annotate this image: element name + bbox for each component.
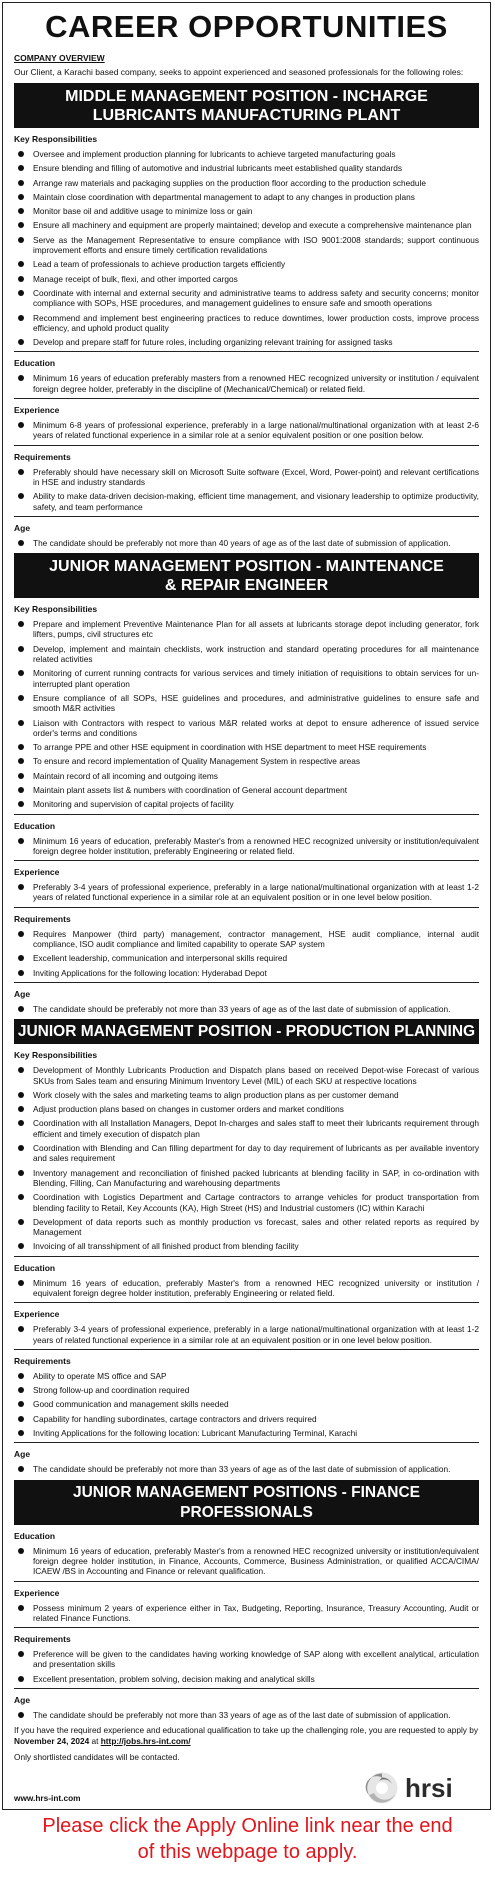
- position-section: [14, 1019, 479, 1474]
- responsibilities-item: Coordinate with internal and external security and administrative teams to address safety and security concerns; monitor compliance with SOPs, HSE procedures, and management guidelines to ensure safe and smooth operations: [14, 288, 479, 309]
- company-overview-label: COMPANY OVERVIEW: [14, 53, 105, 63]
- responsibilities-item: Adjust production plans based on changes in customer orders and market conditions: [14, 1104, 479, 1114]
- education-item-list: [14, 836, 479, 857]
- requirements-item: Excellent leadership, communication and interpersonal skills required: [14, 953, 479, 963]
- position-title-line: JUNIOR MANAGEMENT POSITION - MAINTENANCE: [49, 558, 444, 576]
- responsibilities-item: Development of Monthly Lubricants Production and Dispatch plans based on received Depot-wise Forecast of various SKUs from Sales team and ensuring Minimum Inventory Level (MIL) of each SKU at respective locations: [14, 1065, 479, 1086]
- age-item: The candidate should be preferably not more than 33 years of age as of the last date of submission of application.: [14, 1004, 479, 1014]
- responsibilities-heading: Key Responsibilities: [14, 1050, 98, 1061]
- responsibilities-item: To arrange PPE and other HSE equipment in coordination with HSE department to meet HSE requirements: [14, 742, 479, 752]
- responsibilities-item: Ensure compliance of all SOPs, HSE guidelines and procedures, and administrative guidelines to ensure safe and smooth M&R activities: [14, 693, 479, 714]
- responsibilities-item: Coordination with all Installation Managers, Depot In-charges and sales staff to meet their lubricants requirement through efficient and timely execution of dispatch plan: [14, 1118, 479, 1139]
- requirements-item-list: [14, 1371, 479, 1438]
- divider: [14, 1581, 479, 1582]
- age-heading: Age: [14, 1695, 31, 1706]
- logo-wordmark: hrsi: [405, 1772, 453, 1803]
- age-heading: Age: [14, 1449, 31, 1460]
- apply-online-note: [0, 1813, 495, 1865]
- divider: [14, 982, 479, 983]
- responsibilities-item: Invoicing of all transshipment of all finished product from blending facility: [14, 1241, 479, 1251]
- requirements-item: Inviting Applications for the following location: Hyderabad Depot: [14, 968, 479, 978]
- age-list: [14, 1004, 479, 1014]
- divider: [14, 1302, 479, 1303]
- responsibilities-item: Monitoring and supervision of capital projects of facility: [14, 799, 479, 809]
- position-title-line: LUBRICANTS MANUFACTURING PLANT: [92, 107, 401, 124]
- apply-note-line: Please click the Apply Online link near the end: [42, 1815, 453, 1837]
- experience-heading: Experience: [14, 867, 60, 878]
- divider: [14, 398, 479, 399]
- education-item-list: [14, 1278, 479, 1299]
- requirements-item-list: [14, 467, 479, 512]
- footer: [14, 1767, 479, 1805]
- responsibilities-item: Work closely with the sales and marketing teams to align production plans as per customer demand: [14, 1090, 479, 1100]
- age-list: [14, 1464, 479, 1474]
- divider: [14, 1688, 479, 1689]
- requirements-item: Preference will be given to the candidates having working knowledge of SAP along with excellent analytical, articulation and presentation skills: [14, 1649, 479, 1670]
- apply-instructions: If you have the required experience and educational qualification to take up the challenging role, you are requested to apply by November 24, 2024 at http://jobs.hrs-int.com/: [14, 1725, 479, 1746]
- age-list: [14, 1710, 479, 1720]
- requirements-item: Requires Manpower (third party) management, contractor management, HSE audit compliance, internal audit compliance, ISO audit compliance and limited capability to operate SAP system: [14, 929, 479, 950]
- education-item: Minimum 16 years of education, preferably Master's from a renowned HEC recognized university or institution / equivalent foreign degree holder institution, preferably Engineering or related field.: [14, 1278, 479, 1299]
- experience-heading: Experience: [14, 405, 60, 416]
- requirements-heading: Requirements: [14, 1355, 71, 1366]
- position-title-line: MIDDLE MANAGEMENT POSITION - INCHARGE: [65, 88, 428, 105]
- responsibilities-heading: Key Responsibilities: [14, 604, 98, 615]
- experience-item: Preferably 3-4 years of professional experience, preferably in a large national/multinational organization with at least 1-2 years of related functional experience in a similar role at an equivalent position or in one level below position.: [14, 1324, 479, 1345]
- experience-item-list: [14, 1324, 479, 1345]
- responsibilities-item-list: [14, 149, 479, 347]
- responsibilities-item: Maintain record of all incoming and outgoing items: [14, 771, 479, 781]
- age-item: The candidate should be preferably not more than 33 years of age as of the last date of submission of application.: [14, 1464, 479, 1474]
- requirements-item: Strong follow-up and coordination required: [14, 1385, 479, 1395]
- responsibilities-item-list: [14, 619, 479, 809]
- responsibilities-item: Lead a team of professionals to achieve production targets efficiently: [14, 259, 479, 269]
- position-section: [14, 1480, 479, 1721]
- divider: [14, 1349, 479, 1350]
- responsibilities-item: Coordination with Logistics Department and Cartage contractors to arrange vehicles for product transportation from blending facility to Retail, Key Accounts (KA), High Street (HS) and Industrial customers (IC) within Karachi: [14, 1192, 479, 1213]
- position-title: [14, 83, 479, 128]
- position-title: [14, 553, 479, 598]
- responsibilities-item: Develop and prepare staff for future roles, including organizing relevant training for assigned tasks: [14, 337, 479, 347]
- hrsi-swirl-icon: [366, 1772, 398, 1803]
- age-heading: Age: [14, 522, 31, 533]
- responsibilities-item: Monitor base oil and additive usage to minimize loss or gain: [14, 206, 479, 216]
- positions-list: [14, 83, 479, 1720]
- responsibilities-item: Coordination with Blending and Can filling department for day to day requirement of lubricants as per available inventory and sales requirement: [14, 1143, 479, 1164]
- experience-item-list: [14, 420, 479, 441]
- age-list: [14, 538, 479, 548]
- requirements-heading: Requirements: [14, 1634, 71, 1645]
- requirements-item: Ability to make data-driven decision-making, efficient time management, and visionary leadership to optimize productivity, safety, and team performance: [14, 491, 479, 512]
- divider: [14, 445, 479, 446]
- requirements-item: Preferably should have necessary skill on Microsoft Suite software (Excel, Word, Power-point) and relevant certifications in HSE and industry standards: [14, 467, 479, 488]
- responsibilities-item: Oversee and implement production planning for lubricants to achieve targeted manufacturing goals: [14, 149, 479, 159]
- responsibilities-item: Develop, implement and maintain checklists, work instruction and standard operating procedures for all maintenance related activities: [14, 644, 479, 665]
- responsibilities-item: Monitoring of current running contracts for various services and timely initiation of requisitions to obtain services for un-interrupted plant operation: [14, 668, 479, 689]
- shortlist-note: Only shortlisted candidates will be contacted.: [14, 1752, 180, 1763]
- requirements-item: Ability to operate MS office and SAP: [14, 1371, 479, 1381]
- divider: [14, 1256, 479, 1257]
- experience-item: Possess minimum 2 years of experience either in Tax, Budgeting, Reporting, Insurance, Treasury Accounting, Audit or related Finance Functions.: [14, 1603, 479, 1624]
- responsibilities-item: Development of data reports such as monthly production vs forecast, sales and other related reports as required by Management: [14, 1217, 479, 1238]
- education-item: Minimum 16 years of education, preferably Master's from a renowned HEC recognized university or institution/equivalent foreign degree holder institution, preferably Engineering or related field.: [14, 836, 479, 857]
- responsibilities-item: Liaison with Contractors with respect to various M&R related works at depot to ensure adherence of issued service order's terms and conditions: [14, 718, 479, 739]
- requirements-heading: Requirements: [14, 451, 71, 462]
- position-section: [14, 83, 479, 548]
- responsibilities-item: Ensure all machinery and equipment are properly maintained; develop and execute a comprehensive maintenance plan: [14, 220, 479, 230]
- requirements-item-list: [14, 1649, 479, 1684]
- requirements-item: Good communication and management skills needed: [14, 1399, 479, 1409]
- experience-heading: Experience: [14, 1309, 60, 1320]
- responsibilities-item: Manage receipt of bulk, flexi, and other imported cargos: [14, 274, 479, 284]
- responsibilities-item-list: [14, 1065, 479, 1251]
- responsibilities-heading: Key Responsibilities: [14, 134, 98, 144]
- responsibilities-item: Arrange raw materials and packaging supplies on the production floor according to the production schedule: [14, 178, 479, 188]
- apply-note-line: of this webpage to apply.: [137, 1841, 358, 1863]
- page-title: CAREER OPPORTUNITIES: [45, 9, 448, 44]
- education-item-list: [14, 373, 479, 394]
- experience-item: Minimum 6-8 years of professional experience, preferably in a large national/multinational organization with at least 2-6 years of related functional experience in a similar role at a senior equivalent position or one position below.: [14, 420, 479, 441]
- company-intro: Our Client, a Karachi based company, seeks to appoint experienced and seasoned professionals for the following roles:: [14, 67, 464, 77]
- experience-item-list: [14, 882, 479, 903]
- divider: [14, 1442, 479, 1443]
- experience-item-list: [14, 1603, 479, 1624]
- divider: [14, 860, 479, 861]
- education-item: Minimum 16 years of education preferably masters from a renowned HEC recognized university or institution / equivalent foreign degree holder, preferably in the discipline of (Mechanical/Chemical) or related field.: [14, 373, 479, 394]
- position-title-line: JUNIOR MANAGEMENT POSITION - PRODUCTION PLANNING: [17, 1023, 476, 1041]
- divider: [14, 351, 479, 352]
- education-item: Minimum 16 years of education, preferably Master's from a renowned HEC recognized university or institution/equivalent foreign degree holder institution, in Finance, Accounts, Commerce, Business Administration, or qualified ACCA/CIMA/ ICAEW /BS in Accounting and Finance or relevant qualification.: [14, 1546, 479, 1577]
- requirements-item: Inviting Applications for the following location: Lubricant Manufacturing Terminal, Karachi: [14, 1428, 479, 1438]
- education-heading: Education: [14, 1530, 56, 1541]
- divider: [14, 814, 479, 815]
- requirements-item-list: [14, 929, 479, 978]
- education-heading: Education: [14, 1262, 56, 1273]
- position-title-line: JUNIOR MANAGEMENT POSITIONS - FINANCE PROFESSIONALS: [72, 1483, 421, 1521]
- responsibilities-item: Serve as the Management Representative to ensure compliance with ISO 9001:2008 standards; support continuous improvement efforts and ensure timely certification revalidations: [14, 235, 479, 256]
- hrsi-logo: [365, 1771, 477, 1805]
- responsibilities-item: Ensure blending and filling of automotive and industrial lubricants meet established quality standards: [14, 163, 479, 173]
- job-advertisement: [2, 2, 491, 1810]
- apply-link[interactable]: http://jobs.hrs-int.com/: [100, 1735, 191, 1746]
- position-title: [14, 1480, 479, 1525]
- age-heading: Age: [14, 988, 31, 999]
- position-section: [14, 553, 479, 1014]
- divider: [14, 516, 479, 517]
- divider: [14, 907, 479, 908]
- requirements-heading: Requirements: [14, 913, 71, 924]
- responsibilities-item: To ensure and record implementation of Quality Management System in respective areas: [14, 756, 479, 766]
- requirements-item: Excellent presentation, problem solving, decision making and analytical skills: [14, 1674, 479, 1684]
- responsibilities-item: Maintain close coordination with departmental management to adapt to any changes in production plans: [14, 192, 479, 202]
- age-item: The candidate should be preferably not more than 40 years of age as of the last date of submission of application.: [14, 538, 479, 548]
- responsibilities-item: Maintain plant assets list & numbers with coordination of General account department: [14, 785, 479, 795]
- education-heading: Education: [14, 820, 56, 831]
- age-item: The candidate should be preferably not more than 33 years of age as of the last date of submission of application.: [14, 1710, 479, 1720]
- responsibilities-item: Inventory management and reconciliation of finished packed lubricants at blending facility in SAP, in co-ordination with Blending, Filling, Can Manufacturing and warehousing departments: [14, 1168, 479, 1189]
- education-heading: Education: [14, 358, 56, 369]
- experience-heading: Experience: [14, 1587, 60, 1598]
- website: www.hrs-int.com: [14, 1792, 81, 1803]
- position-title: [14, 1019, 479, 1044]
- education-item-list: [14, 1546, 479, 1577]
- position-title-line: & REPAIR ENGINEER: [164, 577, 329, 595]
- deadline: November 24, 2024: [14, 1735, 90, 1746]
- divider: [14, 1627, 479, 1628]
- responsibilities-item: Recommend and implement best engineering practices to reduce downtimes, lower production costs, improve process efficiency, and uphold product quality: [14, 313, 479, 334]
- requirements-item: Capability for handling subordinates, cartage contractors and drivers required: [14, 1414, 479, 1424]
- responsibilities-item: Prepare and implement Preventive Maintenance Plan for all assets at lubricants storage depot including generator, fork lifters, pumps, civil structures etc: [14, 619, 479, 640]
- experience-item: Preferably 3-4 years of professional experience, preferably in a large national/multinational organization with at least 1-2 years of related functional experience in a similar role at an equivalent position or in one level below position.: [14, 882, 479, 903]
